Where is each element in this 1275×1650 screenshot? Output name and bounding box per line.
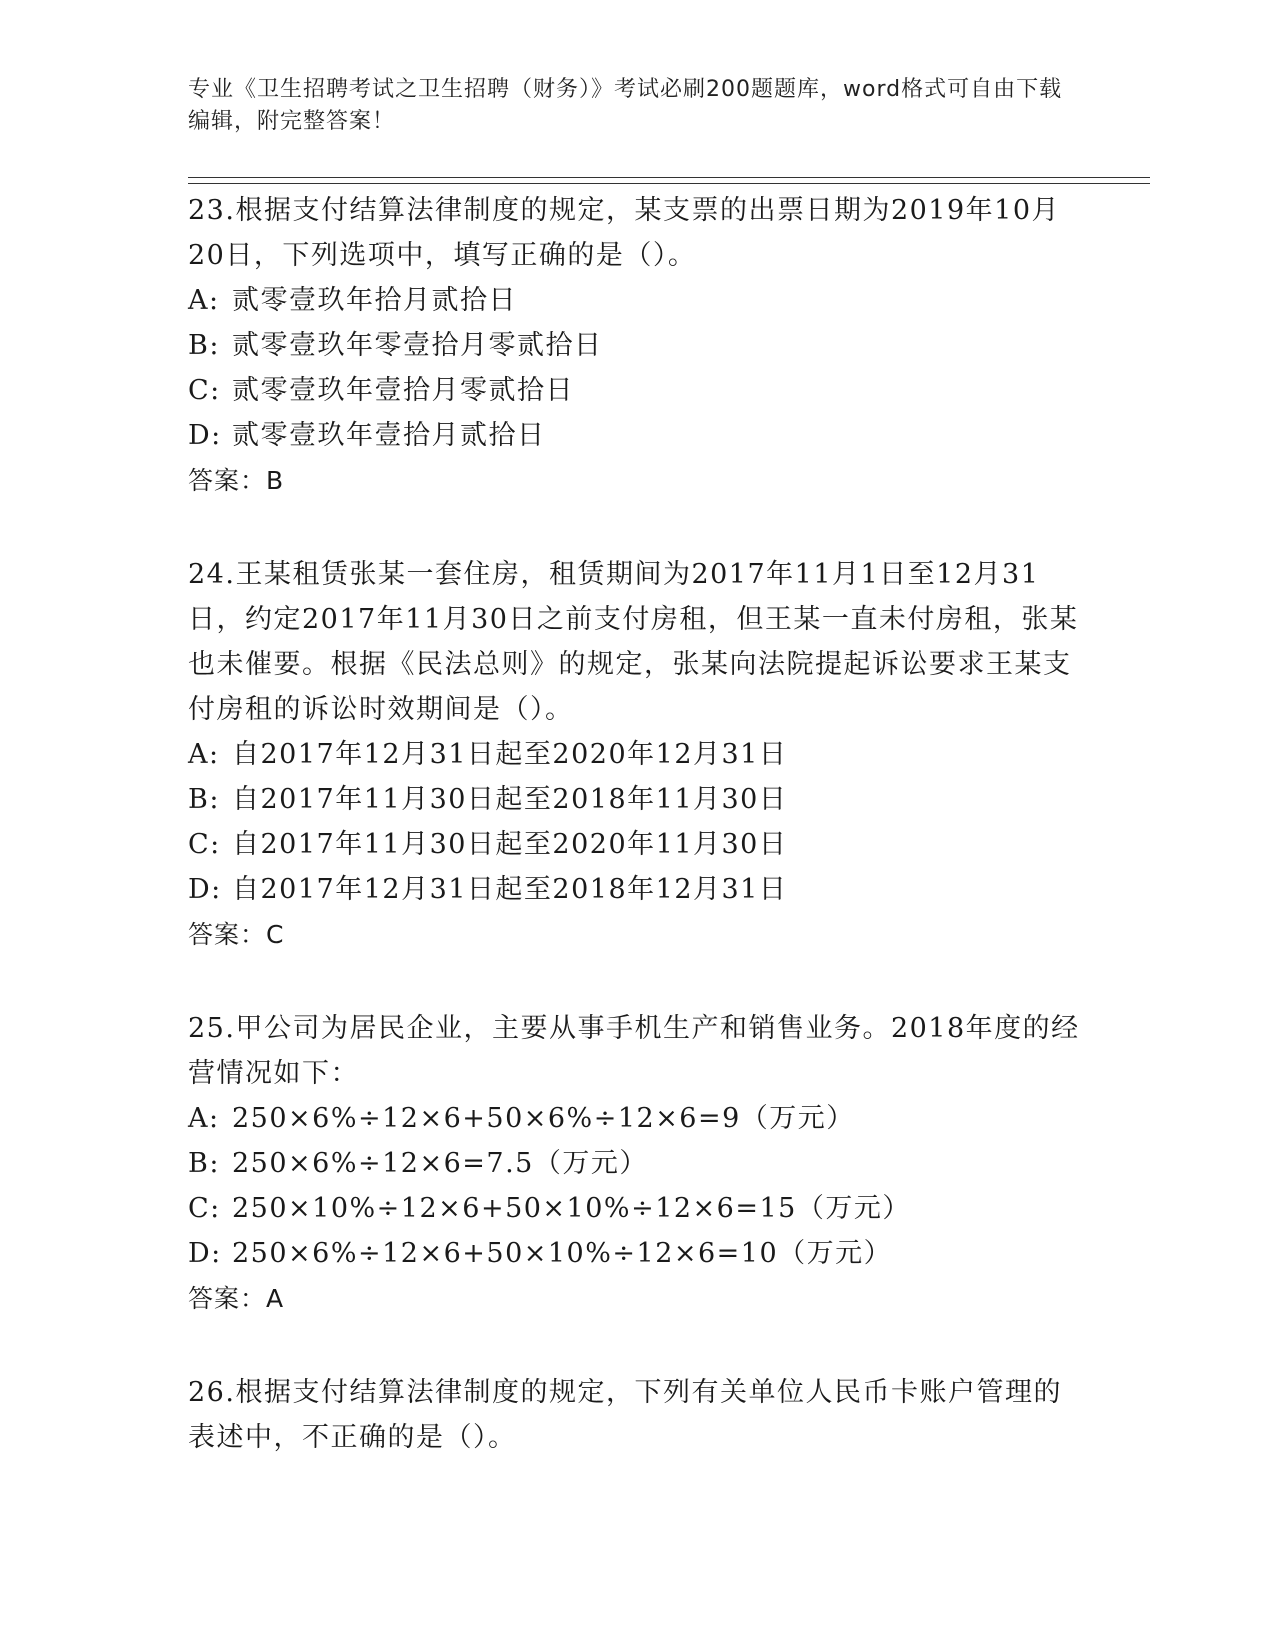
question-25	[188, 1006, 1088, 1322]
option-b	[188, 323, 1088, 368]
spacer	[188, 1322, 1088, 1370]
option-text: 贰零壹玖年壹拾月零贰拾日	[232, 375, 574, 406]
option-text: 自2017年12月31日起至2020年12月31日	[232, 739, 788, 770]
answer-line: 答案：A	[188, 1284, 285, 1313]
option-b	[188, 1141, 1088, 1186]
option-a	[188, 278, 1088, 323]
header-divider-bottom	[188, 183, 1150, 184]
question-stem: 25.甲公司为居民企业，主要从事手机生产和销售业务。2018年度的经营情况如下：	[188, 1013, 1080, 1089]
document-header: 专业《卫生招聘考试之卫生招聘（财务）》考试必刷200题题库，word格式可自由下载编辑，附完整答案！	[188, 77, 1063, 134]
question-23	[188, 188, 1088, 504]
option-letter: B:	[188, 1148, 220, 1179]
option-b	[188, 777, 1088, 822]
spacer	[188, 504, 1088, 552]
option-a	[188, 732, 1088, 777]
option-text: 250×10%÷12×6+50×10%÷12×6=15（万元）	[232, 1193, 911, 1224]
option-text: 贰零壹玖年零壹拾月零贰拾日	[232, 330, 603, 361]
option-text: 贰零壹玖年拾月贰拾日	[232, 285, 517, 316]
question-24	[188, 552, 1088, 958]
option-text: 250×6%÷12×6+50×6%÷12×6=9（万元）	[232, 1103, 855, 1134]
option-text: 250×6%÷12×6+50×10%÷12×6=10（万元）	[232, 1238, 893, 1269]
option-letter: B:	[188, 784, 220, 815]
option-c	[188, 822, 1088, 867]
question-26	[188, 1370, 1088, 1460]
option-letter: A:	[188, 285, 220, 316]
option-text: 自2017年11月30日起至2020年11月30日	[232, 829, 788, 860]
option-d	[188, 413, 1088, 458]
spacer	[188, 958, 1088, 1006]
option-c	[188, 1186, 1088, 1231]
option-a	[188, 1096, 1088, 1141]
answer-line: 答案：C	[188, 920, 285, 949]
option-c	[188, 368, 1088, 413]
question-stem: 23.根据支付结算法律制度的规定，某支票的出票日期为2019年10月20日，下列选项中，填写正确的是（）。	[188, 195, 1061, 271]
option-text: 自2017年12月31日起至2018年12月31日	[232, 874, 788, 905]
option-d	[188, 1231, 1088, 1276]
option-text: 贰零壹玖年壹拾月贰拾日	[232, 420, 546, 451]
question-stem: 24.王某租赁张某一套住房，租赁期间为2017年11月1日至12月31日，约定2017年11月30日之前支付房租，但王某一直未付房租，张某也未催要。根据《民法总则》的规定，张某向法院提起诉讼要求王某支付房租的诉讼时效期间是（）。	[188, 559, 1079, 725]
option-letter: B:	[188, 330, 220, 361]
option-letter: A:	[188, 739, 220, 770]
option-letter: D:	[188, 1238, 222, 1269]
option-letter: C:	[188, 829, 221, 860]
option-d	[188, 867, 1088, 912]
option-letter: D:	[188, 874, 222, 905]
option-letter: C:	[188, 1193, 221, 1224]
option-text: 自2017年11月30日起至2018年11月30日	[232, 784, 788, 815]
question-list	[188, 188, 1088, 1460]
option-letter: C:	[188, 375, 221, 406]
answer-line: 答案：B	[188, 466, 285, 495]
option-letter: A:	[188, 1103, 220, 1134]
option-letter: D:	[188, 420, 222, 451]
header-divider-top	[188, 177, 1150, 178]
option-text: 250×6%÷12×6=7.5（万元）	[232, 1148, 648, 1179]
question-stem: 26.根据支付结算法律制度的规定，下列有关单位人民币卡账户管理的表述中，不正确的是（）。	[188, 1377, 1062, 1453]
